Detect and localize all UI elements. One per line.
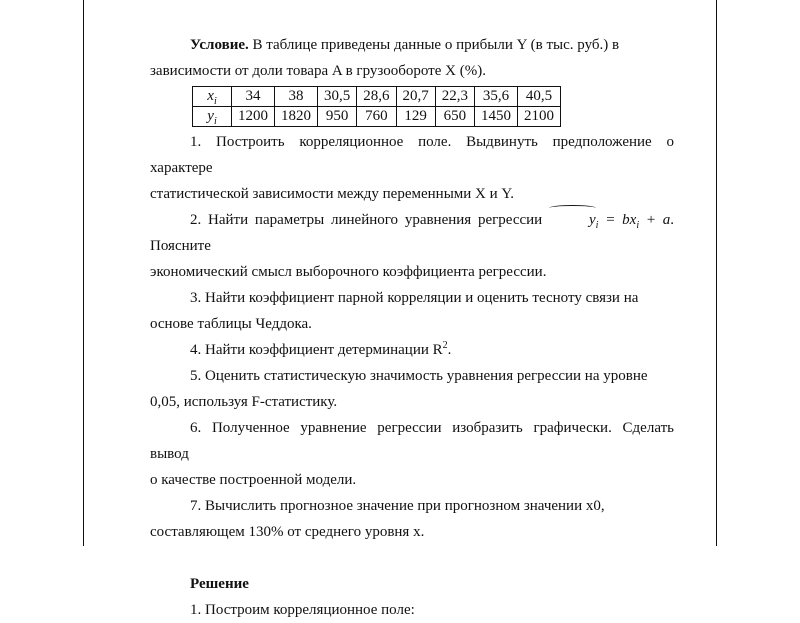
table-cell-x: 20,7 [396,87,435,107]
task-5-line2: 0,05, используя F-статистику. [150,394,338,410]
table-cell-y: 2100 [518,107,561,127]
table-cell-x: 28,6 [357,87,396,107]
task-7-line1: 7. Вычислить прогнозное значение при прогнозном значении x0, [190,498,605,514]
table-cell-x: 38 [275,87,318,107]
table-cell-y: 650 [435,107,474,127]
task-6-line1: 6. Полученное уравнение регрессии изобразить графически. Сделать вывод [150,420,674,462]
page-left-border [83,0,84,546]
page-right-border [716,0,717,546]
condition-paragraph [150,32,674,58]
table-cell-y: 129 [396,107,435,127]
task-2-line1: 2. Найти параметры линейного уравнения регрессии $y_i = bx_i + a$. Поясните [150,207,674,259]
task-1-line1: 1. Построить корреляционное поле. Выдвинуть предположение о характере [150,134,674,176]
task-3-line2: основе таблицы Чеддока. [150,316,312,332]
table-cell-y: 950 [318,107,357,127]
solution-title: Решение [190,576,249,592]
table-cell-x: 35,6 [475,87,518,107]
data-table [192,86,561,127]
table-cell-x: 40,5 [518,87,561,107]
table-cell-x: 34 [232,87,275,107]
task-5-line1: 5. Оценить статистическую значимость уравнения регрессии на уровне [190,368,648,384]
table-cell-x: 22,3 [435,87,474,107]
task-3-line1: 3. Найти коэффициент парной корреляции и оценить тесноту связи на [190,290,639,306]
table-cell-y: 1820 [275,107,318,127]
table-header-y: $y_i$ [193,107,232,127]
solution-step-1: 1. Построим корреляционное поле: [190,602,415,618]
condition-text-line1: В таблице приведены данные о прибыли Y (в тыс. руб.) в [252,37,620,53]
task-6-line2: о качестве построенной модели. [150,472,357,488]
table-cell-y: 1200 [232,107,275,127]
table-header-x: $x_i$ [193,87,232,107]
table-cell-x: 30,5 [318,87,357,107]
table-row-x [193,87,561,107]
table-cell-y: 1450 [475,107,518,127]
regression-formula: $y_i = bx_i + a$ [549,212,670,228]
task-2-line2: экономический смысл выборочного коэффициента регрессии. [150,264,547,280]
table-cell-y: 760 [357,107,396,127]
task-1-line2: статистической зависимости между переменными X и Y. [150,186,515,202]
condition-text-line2: зависимости от доли товара A в грузообороте X (%). [150,63,486,79]
task-4: 4. Найти коэффициент детерминации $R^2$. [190,340,452,358]
condition-title: Условие. [190,37,249,53]
document-page [150,32,674,623]
task-7-line2: составляющем 130% от среднего уровня x. [150,524,425,540]
table-row-y [193,107,561,127]
